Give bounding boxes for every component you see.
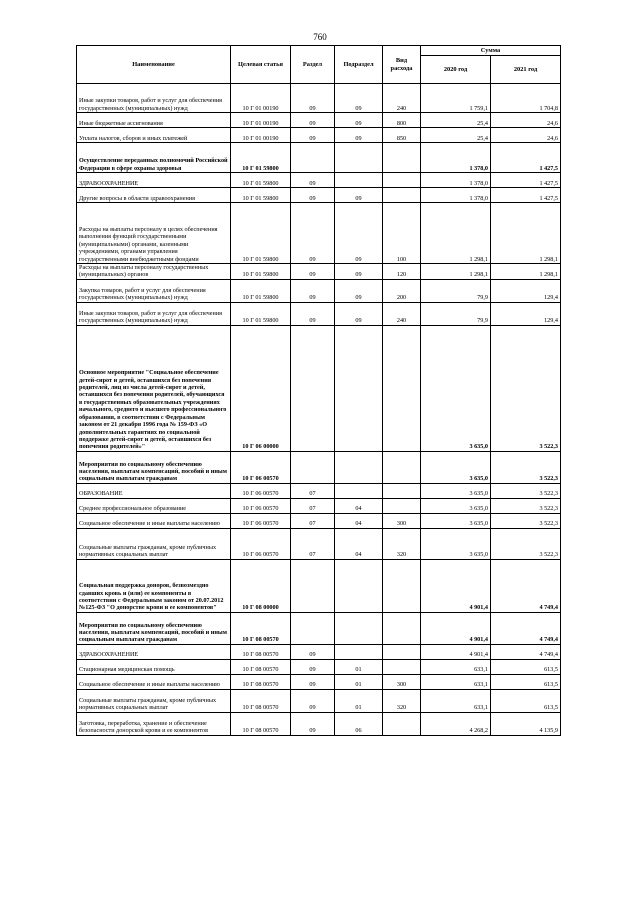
row-section: 09 bbox=[291, 113, 335, 128]
row-subsection: 04 bbox=[335, 498, 383, 513]
table-row bbox=[77, 528, 561, 559]
table-row bbox=[77, 451, 561, 483]
row-section: 09 bbox=[291, 279, 335, 302]
row-section: 09 bbox=[291, 173, 335, 188]
row-amount-2020: 1 378,0 bbox=[421, 188, 491, 203]
row-name: Социальные выплаты гражданам, кроме публичных нормативных социальных выплат bbox=[77, 689, 231, 712]
row-section: 09 bbox=[291, 84, 335, 113]
row-target-code: 10 Г 06 00570 bbox=[231, 451, 291, 483]
row-expense-type: 100 bbox=[383, 203, 421, 264]
row-section: 09 bbox=[291, 128, 335, 143]
row-subsection bbox=[335, 451, 383, 483]
row-name: Социальные выплаты гражданам, кроме публичных нормативных социальных выплат bbox=[77, 528, 231, 559]
page-number: 760 bbox=[313, 32, 327, 42]
row-name: ЗДРАВООХРАНЕНИЕ bbox=[77, 644, 231, 659]
row-name: Социальное обеспечение и иные выплаты населению bbox=[77, 513, 231, 528]
table-row bbox=[77, 612, 561, 644]
row-expense-type: 850 bbox=[383, 128, 421, 143]
row-expense-type: 300 bbox=[383, 674, 421, 689]
table-body bbox=[77, 84, 561, 736]
row-section: 09 bbox=[291, 644, 335, 659]
row-section: 09 bbox=[291, 674, 335, 689]
header-subsection: Подраздел bbox=[335, 46, 383, 84]
row-subsection bbox=[335, 143, 383, 173]
row-amount-2021: 3 522,3 bbox=[491, 498, 561, 513]
table-row bbox=[77, 188, 561, 203]
row-section: 09 bbox=[291, 188, 335, 203]
row-expense-type: 240 bbox=[383, 84, 421, 113]
row-target-code: 10 Г 01 59800 bbox=[231, 143, 291, 173]
row-subsection: 09 bbox=[335, 264, 383, 280]
header-year-2020: 2020 год bbox=[421, 56, 491, 84]
row-amount-2021: 1 427,5 bbox=[491, 188, 561, 203]
row-target-code: 10 Г 01 00190 bbox=[231, 113, 291, 128]
row-amount-2021: 613,5 bbox=[491, 659, 561, 674]
row-amount-2021: 3 522,3 bbox=[491, 513, 561, 528]
row-target-code: 10 Г 06 00570 bbox=[231, 513, 291, 528]
row-amount-2021: 129,4 bbox=[491, 279, 561, 302]
row-amount-2021: 4 135,9 bbox=[491, 712, 561, 735]
row-section bbox=[291, 612, 335, 644]
header-code: Целевая статья bbox=[231, 46, 291, 84]
row-amount-2020: 25,4 bbox=[421, 128, 491, 143]
row-target-code: 10 Г 01 59800 bbox=[231, 279, 291, 302]
row-target-code: 10 Г 01 59800 bbox=[231, 302, 291, 325]
row-target-code: 10 Г 01 59800 bbox=[231, 188, 291, 203]
header-year-2021: 2021 год bbox=[491, 56, 561, 84]
row-subsection: 01 bbox=[335, 674, 383, 689]
row-section bbox=[291, 143, 335, 173]
row-section: 09 bbox=[291, 264, 335, 280]
row-expense-type: 200 bbox=[383, 279, 421, 302]
row-amount-2020: 633,1 bbox=[421, 659, 491, 674]
row-amount-2020: 4 901,4 bbox=[421, 559, 491, 612]
row-target-code: 10 Г 06 00570 bbox=[231, 498, 291, 513]
table-row bbox=[77, 659, 561, 674]
row-name: ЗДРАВООХРАНЕНИЕ bbox=[77, 173, 231, 188]
row-target-code: 10 Г 08 00570 bbox=[231, 644, 291, 659]
row-expense-type bbox=[383, 559, 421, 612]
row-subsection: 01 bbox=[335, 689, 383, 712]
row-section: 09 bbox=[291, 712, 335, 735]
row-name: Иные закупки товаров, работ и услуг для обеспечения государственных (муниципальных) нужд bbox=[77, 302, 231, 325]
row-section: 09 bbox=[291, 659, 335, 674]
row-amount-2020: 1 378,0 bbox=[421, 143, 491, 173]
row-amount-2020: 25,4 bbox=[421, 113, 491, 128]
header-sum: Сумма bbox=[421, 46, 561, 56]
row-target-code: 10 Г 06 00570 bbox=[231, 528, 291, 559]
row-section bbox=[291, 559, 335, 612]
row-target-code: 10 Г 08 00570 bbox=[231, 689, 291, 712]
row-section bbox=[291, 325, 335, 451]
row-amount-2020: 4 901,4 bbox=[421, 612, 491, 644]
header-section: Раздел bbox=[291, 46, 335, 84]
row-amount-2020: 1 378,0 bbox=[421, 173, 491, 188]
table-row bbox=[77, 279, 561, 302]
row-subsection: 09 bbox=[335, 128, 383, 143]
row-name: Закупка товаров, работ и услуг для обеспечения государственных (муниципальных) нужд bbox=[77, 279, 231, 302]
row-expense-type bbox=[383, 612, 421, 644]
row-section: 07 bbox=[291, 483, 335, 498]
table-row bbox=[77, 712, 561, 735]
table-row bbox=[77, 173, 561, 188]
row-expense-type: 800 bbox=[383, 113, 421, 128]
row-amount-2021: 4 749,4 bbox=[491, 612, 561, 644]
row-amount-2021: 1 298,1 bbox=[491, 264, 561, 280]
row-expense-type: 300 bbox=[383, 513, 421, 528]
row-name: ОБРАЗОВАНИЕ bbox=[77, 483, 231, 498]
row-name: Иные закупки товаров, работ и услуг для обеспечения государственных (муниципальных) нужд bbox=[77, 84, 231, 113]
table-row bbox=[77, 325, 561, 451]
row-subsection: 01 bbox=[335, 659, 383, 674]
row-name: Заготовка, переработка, хранение и обеспечение безопасности донорской крови и ее компонентов bbox=[77, 712, 231, 735]
row-target-code: 10 Г 08 00570 bbox=[231, 659, 291, 674]
row-amount-2020: 1 298,1 bbox=[421, 203, 491, 264]
row-target-code: 10 Г 06 00000 bbox=[231, 325, 291, 451]
row-name: Иные бюджетные ассигнования bbox=[77, 113, 231, 128]
row-name: Расходы на выплаты персоналу государственных (муниципальных) органов bbox=[77, 264, 231, 280]
row-amount-2021: 1 427,5 bbox=[491, 173, 561, 188]
row-section: 07 bbox=[291, 513, 335, 528]
row-amount-2020: 1 298,1 bbox=[421, 264, 491, 280]
table-row bbox=[77, 143, 561, 173]
row-amount-2020: 3 635,0 bbox=[421, 513, 491, 528]
row-name: Социальная поддержка доноров, безвозмездно сдавших кровь и (или) ее компоненты в соответствии с Федеральным законом от 20.07.2012 №125-ФЗ "О донорстве крови и ее компонентов" bbox=[77, 559, 231, 612]
row-expense-type bbox=[383, 188, 421, 203]
table-row bbox=[77, 113, 561, 128]
row-expense-type: 320 bbox=[383, 528, 421, 559]
row-section: 09 bbox=[291, 302, 335, 325]
row-amount-2021: 24,6 bbox=[491, 113, 561, 128]
row-amount-2021: 3 522,3 bbox=[491, 325, 561, 451]
row-amount-2021: 613,5 bbox=[491, 674, 561, 689]
table-header bbox=[77, 46, 561, 84]
table-row bbox=[77, 84, 561, 113]
row-amount-2020: 1 759,1 bbox=[421, 84, 491, 113]
row-expense-type: 240 bbox=[383, 302, 421, 325]
row-target-code: 10 Г 01 59800 bbox=[231, 264, 291, 280]
row-name: Другие вопросы в области здравоохранения bbox=[77, 188, 231, 203]
table-row bbox=[77, 483, 561, 498]
row-name: Социальное обеспечение и иные выплаты населению bbox=[77, 674, 231, 689]
row-subsection: 09 bbox=[335, 188, 383, 203]
row-expense-type bbox=[383, 143, 421, 173]
header-expense-type: Вид расхода bbox=[383, 46, 421, 84]
row-subsection bbox=[335, 644, 383, 659]
row-name: Мероприятия по социальному обеспечению населения, выплатам компенсаций, пособий и иным социальным выплатам гражданам bbox=[77, 612, 231, 644]
row-amount-2020: 3 635,0 bbox=[421, 483, 491, 498]
row-amount-2021: 3 522,3 bbox=[491, 483, 561, 498]
row-amount-2021: 613,5 bbox=[491, 689, 561, 712]
row-subsection: 06 bbox=[335, 712, 383, 735]
row-subsection bbox=[335, 325, 383, 451]
row-amount-2020: 79,9 bbox=[421, 279, 491, 302]
row-amount-2021: 4 749,4 bbox=[491, 559, 561, 612]
table-row bbox=[77, 674, 561, 689]
row-subsection: 04 bbox=[335, 513, 383, 528]
table-row bbox=[77, 302, 561, 325]
row-expense-type bbox=[383, 451, 421, 483]
row-name: Уплата налогов, сборов и иных платежей bbox=[77, 128, 231, 143]
row-expense-type bbox=[383, 644, 421, 659]
row-amount-2020: 633,1 bbox=[421, 689, 491, 712]
row-expense-type bbox=[383, 712, 421, 735]
row-target-code: 10 Г 08 00570 bbox=[231, 674, 291, 689]
row-subsection: 09 bbox=[335, 203, 383, 264]
table-row bbox=[77, 498, 561, 513]
row-target-code: 10 Г 01 59800 bbox=[231, 203, 291, 264]
row-name: Основное мероприятие "Социальное обеспечение детей-сирот и детей, оставшихся без попечения родителей, лиц из числа детей-сирот и детей, оставшихся без попечения родителей, обучающихся в государственных образовательных учреждениях начального, среднего и высшего профессионального образования, в соответствии с Федеральным законом от 21 декабря 1996 года № 159-ФЗ «О дополнительных гарантиях по социальной поддержке детей-сирот и детей, оставшихся без попечения родителей»" bbox=[77, 325, 231, 451]
row-amount-2020: 3 635,0 bbox=[421, 451, 491, 483]
row-name: Среднее профессиональное образование bbox=[77, 498, 231, 513]
row-name: Осуществление переданных полномочий Российской Федерации в сфере охраны здоровья bbox=[77, 143, 231, 173]
table-row bbox=[77, 689, 561, 712]
row-target-code: 10 Г 01 59800 bbox=[231, 173, 291, 188]
row-amount-2020: 3 635,0 bbox=[421, 528, 491, 559]
row-target-code: 10 Г 01 00190 bbox=[231, 128, 291, 143]
row-target-code: 10 Г 06 00570 bbox=[231, 483, 291, 498]
row-name: Расходы на выплаты персоналу в целях обеспечения выполнения функций государственными (муниципальными) органами, казенными учреждениями, органами управления государственными внебюджетными фондами bbox=[77, 203, 231, 264]
row-subsection bbox=[335, 559, 383, 612]
budget-table bbox=[76, 45, 561, 736]
row-expense-type bbox=[383, 173, 421, 188]
row-name: Стационарная медицинская помощь bbox=[77, 659, 231, 674]
row-subsection: 09 bbox=[335, 279, 383, 302]
row-subsection: 09 bbox=[335, 113, 383, 128]
row-amount-2020: 3 635,0 bbox=[421, 325, 491, 451]
row-subsection bbox=[335, 483, 383, 498]
row-target-code: 10 Г 08 00570 bbox=[231, 612, 291, 644]
row-amount-2020: 4 268,2 bbox=[421, 712, 491, 735]
row-target-code: 10 Г 08 00000 bbox=[231, 559, 291, 612]
row-subsection: 09 bbox=[335, 302, 383, 325]
header-name: Наименование bbox=[77, 46, 231, 84]
row-subsection bbox=[335, 612, 383, 644]
row-expense-type bbox=[383, 325, 421, 451]
row-expense-type bbox=[383, 498, 421, 513]
row-expense-type bbox=[383, 659, 421, 674]
row-target-code: 10 Г 08 00570 bbox=[231, 712, 291, 735]
table-row bbox=[77, 264, 561, 280]
table-row bbox=[77, 203, 561, 264]
row-amount-2020: 633,1 bbox=[421, 674, 491, 689]
row-section: 07 bbox=[291, 528, 335, 559]
row-subsection bbox=[335, 173, 383, 188]
row-amount-2021: 3 522,3 bbox=[491, 451, 561, 483]
row-amount-2020: 79,9 bbox=[421, 302, 491, 325]
row-amount-2020: 4 901,4 bbox=[421, 644, 491, 659]
row-section: 09 bbox=[291, 689, 335, 712]
row-section: 09 bbox=[291, 203, 335, 264]
row-amount-2021: 1 704,8 bbox=[491, 84, 561, 113]
table-row bbox=[77, 513, 561, 528]
row-amount-2021: 4 749,4 bbox=[491, 644, 561, 659]
row-expense-type: 320 bbox=[383, 689, 421, 712]
row-expense-type: 120 bbox=[383, 264, 421, 280]
row-amount-2021: 129,4 bbox=[491, 302, 561, 325]
row-expense-type bbox=[383, 483, 421, 498]
row-subsection: 04 bbox=[335, 528, 383, 559]
table-row bbox=[77, 644, 561, 659]
row-target-code: 10 Г 01 00190 bbox=[231, 84, 291, 113]
row-amount-2021: 1 298,1 bbox=[491, 203, 561, 264]
row-section: 07 bbox=[291, 498, 335, 513]
row-amount-2021: 24,6 bbox=[491, 128, 561, 143]
row-amount-2020: 3 635,0 bbox=[421, 498, 491, 513]
row-subsection: 09 bbox=[335, 84, 383, 113]
table-row bbox=[77, 559, 561, 612]
row-amount-2021: 3 522,3 bbox=[491, 528, 561, 559]
table-row bbox=[77, 128, 561, 143]
row-name: Мероприятия по социальному обеспечению населения, выплатам компенсаций, пособий и иным социальным выплатам гражданам bbox=[77, 451, 231, 483]
row-section bbox=[291, 451, 335, 483]
row-amount-2021: 1 427,5 bbox=[491, 143, 561, 173]
